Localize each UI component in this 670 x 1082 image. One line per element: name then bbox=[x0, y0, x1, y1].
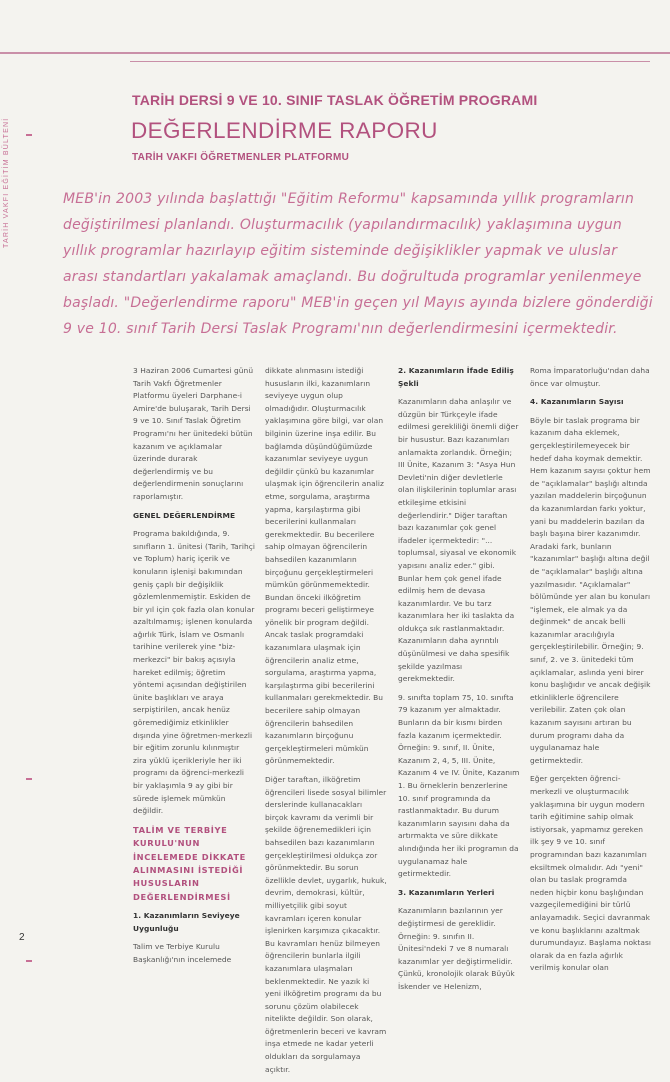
paragraph: 9. sınıfta toplam 75, 10. sınıfta 79 kazanım yer almaktadır. Bunların da bir kısmı birden fazla kazanım içermektedir. Örneğin: 9. sınıf, II. Ünite, Kazanım 2, 4, 5, III. Ünite, Kazanım 4 ve IV. Ünite, Kazanım 1. Bu örneklerin benzerlerine 10. sınıf programında da rastlanmaktadır. Bu durum kazanımların sayısını daha da artırmakta ve süre dikkate alındığında her iki programın da uygulanamaz hale getirmektedir. bbox=[398, 692, 520, 879]
column-1 bbox=[133, 365, 255, 973]
paragraph: Kazanımların daha anlaşılır ve düzgün bir Türkçeyle ifade edilmesi gerekliliği önemli diğer bir husustur. Bazı kazanımları anlamakta zorlandık. Örneğin; III Ünite, Kazanım 3: "Asya Hun Devleti'nin diğer devletlerle olan ilişkilerinin toplumlar arası etkileşime etkisini değerlendirir." Diğer taraftan bazı kazanımlar çok genel ifadeler içermektedir: "... toplumsal, siyasal ve ekonomik yapısını analiz eder." gibi. Bunlar hem çok genel ifade edilmiş hem de devasa kazanımlardır. Ve bu tarz kazanımlara her iki taslakta da oldukça sık rastlanmaktadır. Kazanımların daha ayrıntılı düşünülmesi ve daha spesifik şekilde yazılması gerekmektedir. bbox=[398, 397, 519, 684]
paragraph: 3 Haziran 2006 Cumartesi günü Tarih Vakfı Öğretmenler Platformu üyeleri Darphane-i Amire'de buluşarak, Tarih Dersi 9 ve 10. Sınıf Taslak Öğretim Programı'nı her ünitedeki bütün kazanım ve açıklamalar üzerinde durarak değerlendirmiş ve bu değerlendirmenin sonuçlarını raporlamıştır. bbox=[133, 366, 254, 501]
section-heading: GENEL DEĞERLENDİRME bbox=[133, 510, 236, 520]
subhead: TARİH VAKFI ÖĞRETMENLER PLATFORMU bbox=[132, 152, 350, 163]
intro-paragraph: MEB'in 2003 yılında başlattığı "Eğitim Reformu" kapsamında yıllık programların değiştirilmesi planlandı. Oluşturmacılık (yapılandırmacılık) yaklaşımına uygun yıllık programlar hazırlayıp eğitim sisteminde değişiklikler yapmak ve uluslar arası standartları yakalamak amaçlandı. Bu doğrultuda programlar yenilenmeye başladı. "Değerlendirme raporu" MEB'in geçen yıl Mayıs ayında bizlere gönderdiği 9 ve 10. sınıf Tarih Dersi Taslak Programı'nın değerlendirmesini içermektedir. bbox=[63, 191, 653, 337]
page-number: 2 bbox=[19, 932, 25, 943]
column-3 bbox=[398, 365, 520, 1000]
sidebar-rule bbox=[26, 134, 32, 136]
column-4 bbox=[530, 365, 652, 981]
subsection-heading: 4. Kazanımların Sayısı bbox=[530, 397, 624, 407]
subsection-heading: 3. Kazanımların Yerleri bbox=[398, 887, 495, 897]
section-heading: TALİM VE TERBİYE KURULU'NUN İNCELEMEDE DİKKATE ALINMASINI İSTEDİĞİ HUSUSLARIN DEĞERLENDİRMESİ bbox=[133, 824, 246, 902]
paragraph: Böyle bir taslak programa bir kazanım daha eklemek, gerçekleştirilemeyecek bir hedef daha koymak demektir. Hem kazanım sayısı çoktur hem de "açıklamalar" başlığı altında yazılan maddelerin birçoğunun da kazanımlardan farkı yoktur, yani bu maddelerin bazıları da başlı başına birer kazanımdır. Aradaki fark, bunların "kazanımlar" başlığı altına değil de "açıklamalar" başlığı altına yazılmasıdır. "Açıklamalar" bölümünde yer alan bu konuları "işlemek, ele almak ya da değinmek" de ancak belli kazanımlar aracılığıyla gerçekleştirilebilir. Örneğin; 9. sınıf, 2. ve 3. ünitedeki tüm açıklamalar, aslında yeni birer konu başlığıdır ve ancak değişik etkinliklerle öğrencilere verilebilir. Zaten çok olan kazanım sayısını artıran bu durum programı daha da uygulanamaz hale getirmektedir. bbox=[530, 415, 651, 765]
subsection-heading: 2. Kazanımların İfade Ediliş Şekli bbox=[398, 366, 514, 388]
paragraph: dikkate alınmasını istediği hususların ilki, kazanımların seviyeye uygun olup olmadığıdır. Oluşturmacılık yaklaşımına göre bilgi, var olan bilginin üzerine inşa edilir. Bu bağlamda düşündüğümüzde kazanımlar seviyeye uygun değildir çünkü bu kazanımlar ulaşmak için öğrencilerin analiz etme, sorgulama, araştırma yapma, karşılaştırma gibi becerilerini kullanmaları gerekmektedir. Bu becerilere sahip olmayan öğrencilerin bahsedilen kazanımların birçoğunu gerçekleştirmeleri mümkün görünmemektedir. Bundan önceki ilköğretim programı beceri geliştirmeye yönelik bir program değildi. Ancak taslak programdaki kazanımlara ulaşmak için öğrencilerin analiz etme, sorgulama, araştırma yapma, karşılaştırma gibi becerilerini kullanmaları gerekmektedir. Bu becerilere sahip olmayan öğrencilerin bahsedilen kazanımların birçoğunu gerçekleştirmeleri mümkün görünmemektedir. bbox=[265, 366, 384, 766]
paragraph: Eğer gerçekten öğrenci-merkezli ve oluşturmacılık yaklaşımına bir uygun modern tarih eğitimine sahip olmak istiyorsak, yapmamız gereken ilk şey 9 ve 10. sınıf programından bazı kazanımları eksiltmek olmalıdır. Adı "yeni" olan bu taslak programda neden hiçbir konu başlığından vazgeçilemediğini bir türlü anlayamadık. Seçici davranmak ve konu başlıklarını azaltmak durumundayız. Başlama noktası olarak da en fazla ağırlık verilmiş konular olan bbox=[530, 774, 652, 973]
page-title: DEĞERLENDİRME RAPORU bbox=[131, 118, 438, 143]
subsection-heading: 1. Kazanımların Seviyeye Uygunluğu bbox=[133, 911, 240, 933]
paragraph: Kazanımların bazılarının yer değiştirmesi de gereklidir. Örneğin: 9. sınıfın II. Ünitesi'ndeki 7 ve 8 numaralı kazanımlar yer değiştirmelidir. Çünkü, kronolojik olarak Büyük İskender ve Helenizm, bbox=[398, 906, 515, 991]
column-2 bbox=[265, 365, 387, 1082]
paragraph: Programa bakıldığında, 9. sınıfların 1. ünitesi (Tarih, Tarihçi ve Toplum) hariç içerik ve konuların işlenişi bakımından geniş çaplı bir değişiklik gözlemlenmemiştir. Eskiden de bir yıl için çok fazla olan konular azaltılmamış; işlenen konularda ağırlık Türk, İslam ve Osmanlı tarihine verilerek yine "biz-merkezci" bir bakış açısıyla hareket edilmiş; öğretim yöntemi açısından değiştirilen ünite başlıkları ve araya serpiştirilen, ancak henüz göremediğimiz etkinlikler dışında yine öğretmen-merkezli bir eğitim zorunlu kılınmıştır zira yüklü içerikleriyle her iki programı da öğrenci-merkezli bir yaklaşımla 9 ay gibi bir sürede işlemek mümkün değildir. bbox=[133, 529, 255, 816]
top-rule-thin bbox=[130, 61, 650, 62]
kicker: TARİH DERSİ 9 VE 10. SINIF TASLAK ÖĞRETİM PROGRAMI bbox=[132, 92, 538, 108]
sidebar-title: TARİH VAKFI EĞİTİM BÜLTENİ bbox=[3, 117, 10, 248]
paragraph: Diğer taraftan, ilköğretim öğrencileri lisede sosyal bilimler derslerinde kullanacakları birçok kavramı da verimli bir şekilde öğrenemedikleri için bahsedilen bazı kazanımların gerçekleştirilmesi oldukça zor görünmektedir. Bu sorun özellikle devlet, uygarlık, hukuk, devrim, demokrasi, kültür, milliyetçilik gibi soyut kavramları içeren konular işlenirken karşımıza çıkacaktır. Bu kavramları henüz bilmeyen öğrencilerin bunlarla ilgili kazanımlara ulaşmaları beklenmektedir. Ne yazık ki yeni ilköğretim programı da bu sorunu çözüm olabilecek nitelikte değildir. Son olarak, öğretmenlerin beceri ve kavram inşa etmede ne kadar yeterli oldukları da sorgulamaya açıktır. bbox=[265, 775, 387, 1074]
paragraph: Talim ve Terbiye Kurulu Başkanlığı'nın incelemede bbox=[133, 942, 232, 964]
top-rule bbox=[0, 52, 670, 54]
paragraph: Roma İmparatorluğu'ndan daha önce var olmuştur. bbox=[530, 366, 650, 388]
sidebar-rule bbox=[26, 960, 32, 962]
sidebar-rule bbox=[26, 778, 32, 780]
